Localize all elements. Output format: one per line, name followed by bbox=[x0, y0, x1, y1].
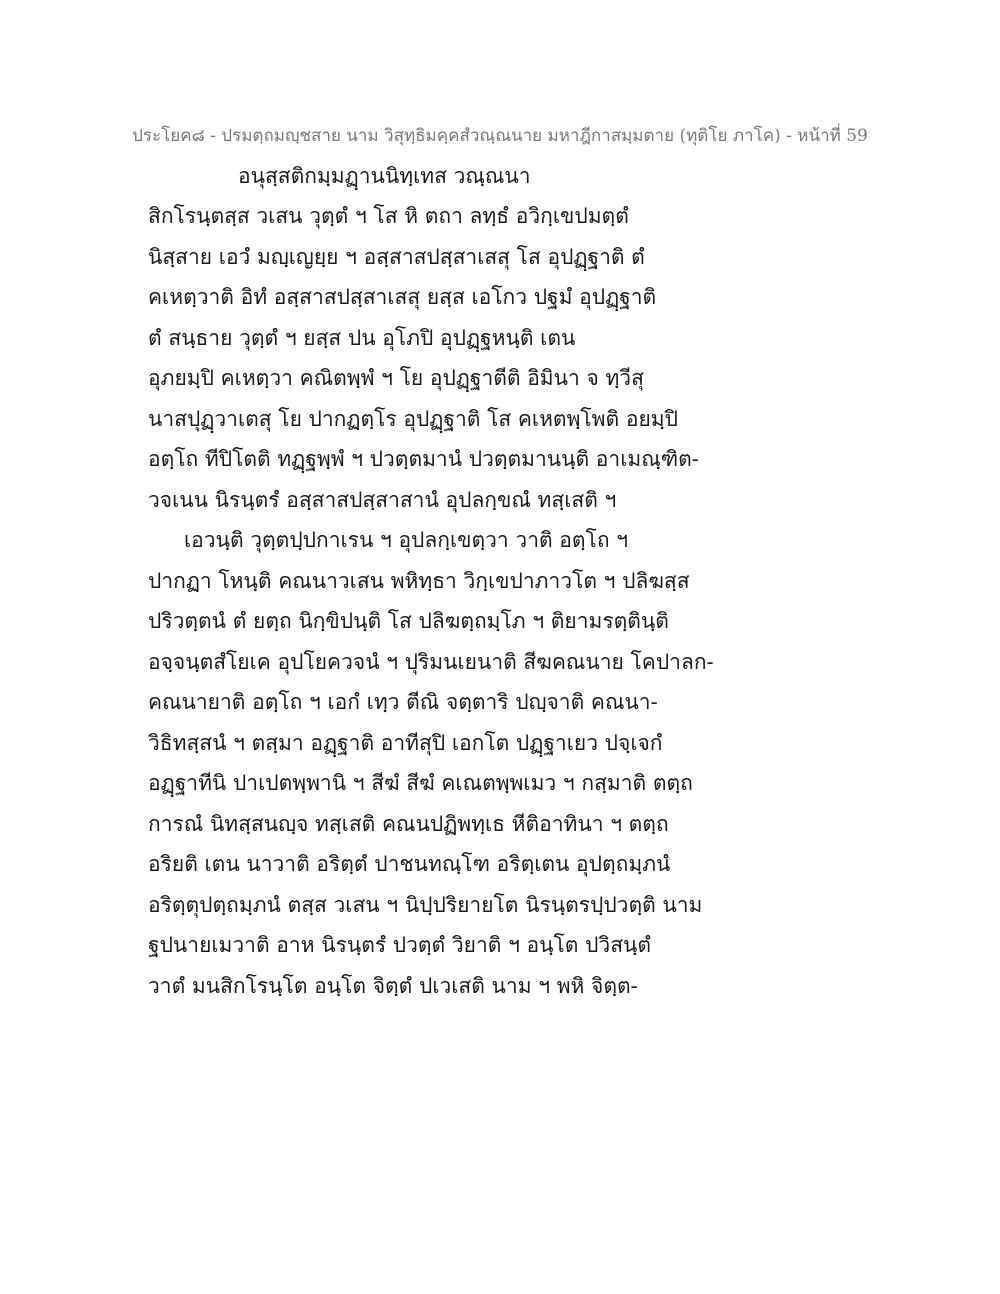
text-line: วิธิทสฺสนํ ฯ ตสฺมา อฏฺฐาติ อาทีสุปิ เอกโต ปฏฺฐาเยว ปจฺเจกํ bbox=[148, 730, 663, 755]
text-line: ปริวตฺตนํ ตํ ยตฺถ นิกฺขิปนฺติ โส ปลิฆตฺถมฺโภ ฯ ติยามรตฺตินฺติ bbox=[148, 609, 669, 633]
section-title: อนุสฺสติกมฺมฏฺานนิทฺเทส วณฺณนา bbox=[238, 164, 531, 188]
text-line: การณํ นิทสฺสนญฺจ ทสฺเสติ คณนปฏิพทฺเธ หีติอาทินา ฯ ตตฺถ bbox=[148, 811, 669, 836]
text-line: คเหตฺวาติ อิทํ อสฺสาสปสฺสาเสสุ ยสฺส เอโกว ปฐมํ อุปฏฺฐาติ bbox=[148, 285, 657, 309]
text-line: วาตํ มนสิกโรนฺโต อนฺโต จิตฺตํ ปเวเสติ นาม ฯ พหิ จิตฺต- bbox=[148, 973, 638, 998]
text-line: วจเนน นิรนฺตรํ อสฺสาสปสฺสาสานํ อุปลกฺขณํ ทสฺเสติ ฯ bbox=[148, 487, 617, 512]
text-line: อฏฺฐาทีนิ ปาเปตพฺพานิ ฯ สีฆํ สีฆํ คเณตพฺพเมว ฯ กสฺมาติ ตตฺถ bbox=[148, 771, 693, 795]
text-line: ปากฏา โหนฺติ คณนาวเสน พหิทฺธา วิกฺเขปาภาวโต ฯ ปลิฆสฺส bbox=[148, 568, 690, 593]
text-line: ฐปนายเมวาติ อาห นิรนฺตรํ ปวตฺตํ วิยาติ ฯ อนฺโต ปวิสนฺตํ bbox=[148, 933, 652, 957]
text-line: อุภยมฺปิ คเหตฺวา คณิตพฺพํ ฯ โย อุปฏฺฐาตีติ อิมินา จ ทฺวีสุ bbox=[148, 366, 644, 390]
text-line: อริตฺตุปตฺถมฺภนํ ตสฺส วเสน ฯ นิปฺปริยายโต นิรนฺตรปฺปวตฺติ นาม bbox=[148, 892, 703, 917]
paragraph-start-line: เอวนฺติ วุตฺตปฺปกาเรน ฯ อุปลกฺเขตฺวา วาติ อตฺโถ ฯ bbox=[184, 528, 629, 552]
text-line: อตฺโถ ทีปิโตติ ทฏฺฐพฺพํ ฯ ปวตฺตมานํ ปวตฺตมานนฺติ อาเมณฺฑิต- bbox=[148, 447, 699, 471]
text-line: สิกโรนฺตสฺส วเสน วุตฺตํ ฯ โส หิ ตถา ลทฺธํ อวิกฺเขปมตฺตํ bbox=[148, 204, 629, 228]
text-line: นิสฺสาย เอวํ มญฺเญยฺย ฯ อสฺสาสปสฺสาเสสุ โส อุปฏฺฐาติ ตํ bbox=[148, 244, 645, 269]
text-line: อริยติ เตน นาวาติ อริตฺตํ ปาชนทณฺโฑ อริตฺเตน อุปตฺถมฺภนํ bbox=[148, 852, 671, 876]
text-line: คณนายาติ อตฺโถ ฯ เอกํ เทฺว ตีณิ จตฺตาริ ปญฺจาติ คณนา- bbox=[148, 690, 658, 714]
text-line: ตํ สนฺธาย วุตฺตํ ฯ ยสฺส ปน อุโภปิ อุปฏฺฐหนฺติ เตน bbox=[148, 325, 576, 350]
text-line: อจฺจนฺตสํโยเค อุปโยควจนํ ฯ ปุริมนเยนาติ สีฆคณนาย โคปาลก- bbox=[148, 649, 714, 674]
page-header: ประโยค๘ - ปรมตฺถมญฺชสาย นาม วิสุทฺธิมคฺคสํวณฺณนาย มหาฎีกาสมฺมตาย (ทุติโย ภาโค) - หน้าที่ 59 bbox=[132, 126, 868, 146]
text-line: นาสปุฏฺวาเตสุ โย ปากฏตฺโร อุปฏฺฐาติ โส คเหตพฺโพติ อยมฺปิ bbox=[148, 406, 678, 431]
body-text bbox=[148, 196, 868, 1006]
